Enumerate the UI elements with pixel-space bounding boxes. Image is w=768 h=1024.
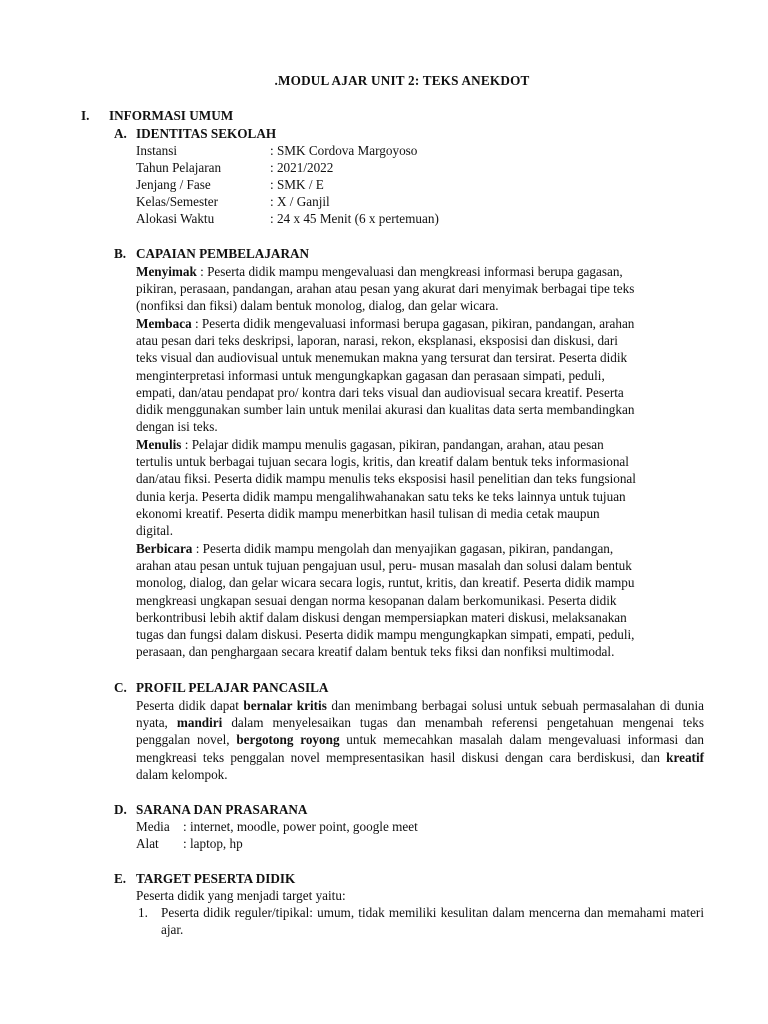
text-run: Peserta didik dapat [136,698,244,713]
subsection-letter: D. [114,802,127,817]
field-value: : X / Ganjil [270,194,330,209]
field-value: : 2021/2022 [270,160,334,175]
paragraph-line: dengan isi teks. [136,419,218,435]
field-label: Alokasi Waktu [136,211,215,226]
list-item-number: 1. [138,905,148,920]
paragraph-line: dunia kerja. Peserta didik mampu mengalihwahanakan satu teks ke teks lainnya untuk tujuan [136,488,626,504]
menyimak-paragraph [136,263,634,315]
emphasis-bernalar-kritis: bernalar kritis [243,698,327,713]
media-label: Media [136,819,170,834]
paragraph-line: : Pelajar didik mampu menulis gagasan, pikiran, pandangan, arahan, atau pesan [181,437,604,452]
subsection-heading-target: TARGET PESERTA DIDIK [136,871,296,886]
field-label: Tahun Pelajaran [136,160,222,175]
field-label: Kelas/Semester [136,194,219,209]
emphasis-bergotong-royong: bergotong royong [236,732,340,748]
paragraph-line: : Peserta didik mampu mengolah dan menyajikan gagasan, pikiran, pandangan, [192,541,614,556]
list-item-text: Peserta didik reguler/tipikal: umum, tidak memiliki kesulitan dalam mencerna dan memahami materi ajar. [161,905,704,938]
menulis-label: Menulis [136,437,182,452]
profil-paragraph [136,697,704,783]
paragraph-line: dan/atau fiksi. Peserta didik mampu menulis teks eksposisi hasil penelitian dan teks fungsional [136,471,636,487]
field-value: : 24 x 45 Menit (6 x pertemuan) [270,211,439,226]
subsection-letter: A. [114,126,127,141]
paragraph-line: monolog, dialog, dan gelar wicara secara logis, runtut, kritis, dan kreatif. Peserta didik mampu [136,575,635,591]
paragraph-line: didik menggunakan sumber lain untuk menilai akurasi dan kualitas data serta membandingkan [136,402,635,418]
paragraph-line: : Peserta didik mampu mengevaluasi dan mengkreasi informasi berupa gagasan, [196,264,623,279]
subsection-heading-profil: PROFIL PELAJAR PANCASILA [136,680,329,695]
membaca-paragraph [136,315,634,435]
paragraph-line: arahan atau pesan untuk tujuan pengajuan usul, peru- musan masalah dan solusi dalam bentuk [136,558,632,574]
text-run: untuk memecahkan masalah dalam mengevaluasi informasi dan mengkreasi teks penggalan novel mempresentasikan hasil diskusi dengan cara berdiskusi, dan [136,732,704,765]
paragraph-line: tertulis untuk berbagai tujuan secara logis, kritis, dan kreatif dalam bentuk teks informasional [136,454,629,470]
paragraph-line: (nonfiksi dan fiksi) dalam bentuk monolog, dialog, dan gelar wicara. [136,298,499,314]
subsection-letter: E. [114,871,127,886]
alat-value: : laptop, hp [183,836,243,851]
emphasis-mandiri: mandiri [176,715,223,731]
paragraph-line: berkontribusi lebih aktif dalam diskusi dengan mempersiapkan materi diskusi, melaksanakan [136,609,627,625]
subsection-heading-sarana: SARANA DAN PRASARANA [136,802,308,817]
text-run: dalam menyelesaikan tugas dan menambah referensi pengetahuan mengenai teks penggalan novel, [136,715,704,748]
paragraph-line: empati, dan/atau pendapat pro/ kontra dari teks visual dan audiovisual secara kreatif. Peserta [136,384,624,400]
field-label: Instansi [136,143,178,158]
paragraph-line: mengkreasi ungkapan sesuai dengan norma kesopanan dalam berkomunikasi. Peserta didik [136,592,617,608]
text-run: dan menimbang berbagai solusi untuk sebuah permasalahan di dunia nyata, [136,698,704,731]
field-label: Jenjang / Fase [136,177,211,192]
paragraph-line: teks visual dan audiovisual untuk menemukan makna yang tersurat dan tersirat. Peserta didik [136,350,628,366]
paragraph-line: atau pesan dari teks deskripsi, laporan, narasi, rekon, eksplanasi, eksposisi dan diskusi, dari [136,333,618,349]
section-number: I. [81,108,90,123]
paragraph-line: ekonomi kreatif. Peserta didik mampu menerbitkan hasil tulisan di media cetak maupun [136,505,600,521]
media-value: : internet, moodle, power point, google meet [183,819,418,834]
paragraph-line: : Peserta didik mengevaluasi informasi berupa gagasan, pikiran, pandangan, arahan [191,316,635,331]
menyimak-label: Menyimak [136,264,197,279]
paragraph-line: pikiran, perasaan, pandangan, arahan atau pesan yang akurat dari menyimak berbagai tipe teks [136,281,635,297]
text-run: dalam kelompok. [136,766,228,782]
subsection-heading-capaian: CAPAIAN PEMBELAJARAN [136,246,310,261]
paragraph-line: menginterpretasi informasi untuk mengungkapkan gagasan dan perasaan simpati, peduli, [136,367,605,383]
emphasis-kreatif: kreatif [666,749,704,765]
target-intro: Peserta didik yang menjadi target yaitu: [136,888,346,903]
menulis-paragraph [136,436,636,539]
field-value: : SMK / E [270,177,324,192]
berbicara-label: Berbicara [136,541,193,556]
document-title: .MODUL AJAR UNIT 2: TEKS ANEKDOT [274,73,530,88]
field-value: : SMK Cordova Margoyoso [270,143,418,158]
subsection-heading-identitas: IDENTITAS SEKOLAH [136,126,277,141]
section-heading: INFORMASI UMUM [109,108,234,123]
alat-label: Alat [136,836,159,851]
paragraph-line: tugas dan fungsi dalam diskusi. Peserta didik mampu mengungkapkan simpati, empati, peduli, [136,627,635,643]
paragraph-line: digital. [136,523,173,539]
subsection-letter: B. [114,246,127,261]
subsection-letter: C. [114,680,127,695]
berbicara-paragraph [136,540,634,660]
membaca-label: Membaca [136,316,192,331]
paragraph-line: perasaan, dan penghargaan secara kreatif dalam bentuk teks fiksi dan nonfiksi multimodal. [136,644,615,660]
